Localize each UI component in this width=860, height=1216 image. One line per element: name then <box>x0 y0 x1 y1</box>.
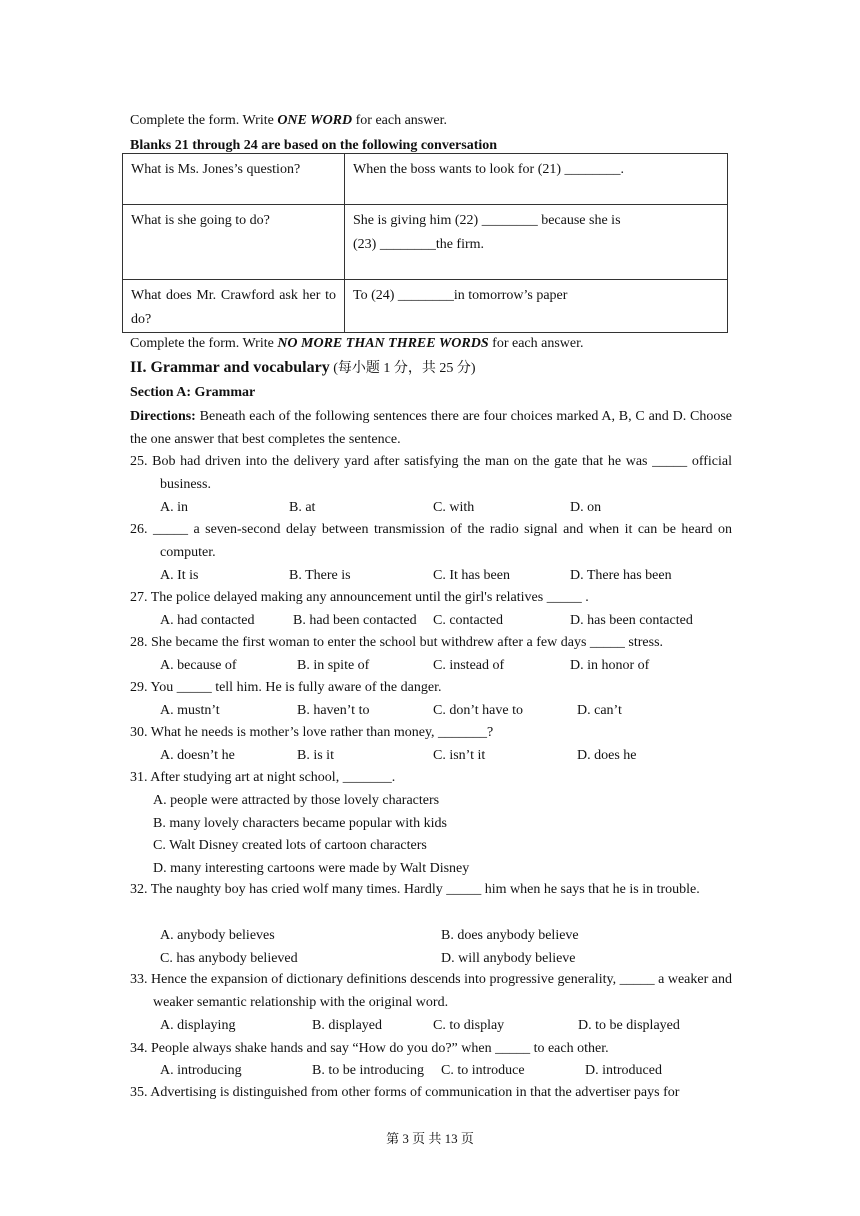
option: A. because of <box>160 658 237 673</box>
question-stem: 26. _____ a seven-second delay between transmission of the radio signal and when it can be heard on computer. <box>130 522 732 560</box>
option: C. instead of <box>433 658 505 673</box>
option: D. many interesting cartoons were made by Walt Disney <box>153 861 470 876</box>
option: A. people were attracted by those lovely characters <box>153 793 440 808</box>
question-stem: 30. What he needs is mother’s love rather than money, _______? <box>130 725 494 740</box>
section-score: (每小题 1 分，共 25 分) <box>329 361 476 376</box>
form-question-cell: What does Mr. Crawford ask her to do? <box>123 280 345 333</box>
option: D. There has been <box>570 568 672 583</box>
option: B. many lovely characters became popular with kids <box>153 816 447 831</box>
option: C. to display <box>433 1018 505 1033</box>
option: B. haven’t to <box>297 703 370 718</box>
instruction-text: Complete the form. Write <box>130 336 278 351</box>
option: D. will anybody believe <box>441 951 576 966</box>
option: B. There is <box>289 568 351 583</box>
option: C. with <box>433 500 475 515</box>
option: B. displayed <box>312 1018 382 1033</box>
directions-label: Directions: <box>130 409 196 424</box>
question-stem: 35. Advertising is distinguished from other forms of communication in that the advertiser pays for <box>130 1085 680 1100</box>
option: A. displaying <box>160 1018 236 1033</box>
form-answer-cell <box>345 154 728 205</box>
instruction-emphasis: ONE WORD <box>277 113 353 128</box>
option: D. on <box>570 500 602 515</box>
section-title: II. Grammar and vocabulary <box>130 359 330 376</box>
instruction-one-word <box>130 112 447 130</box>
option: D. in honor of <box>570 658 650 673</box>
option: C. has anybody believed <box>160 951 298 966</box>
directions-text: Beneath each of the following sentences there are four choices marked A, B, C and D. Choose the one answer that best completes the sentence. <box>130 409 732 447</box>
option: D. does he <box>577 748 637 763</box>
form-answer-text: To (24) ________in tomorrow’s paper <box>353 288 568 303</box>
question-stem: 29. You _____ tell him. He is fully aware of the danger. <box>130 680 442 695</box>
option: C. It has been <box>433 568 510 583</box>
question-stem: 27. The police delayed making any announcement until the girl's relatives _____ . <box>130 590 589 605</box>
instruction-text: Complete the form. Write <box>130 113 278 128</box>
option: C. don’t have to <box>433 703 523 718</box>
question-stem: 32. The naughty boy has cried wolf many times. Hardly _____ him when he says that he is in trouble. <box>130 882 700 897</box>
blanks-heading: Blanks 21 through 24 are based on the following conversation <box>130 138 498 153</box>
option: B. in spite of <box>297 658 370 673</box>
question-stem: 31. After studying art at night school, _______. <box>130 770 396 785</box>
option: A. It is <box>160 568 199 583</box>
option: B. is it <box>297 748 334 763</box>
question-stem: 28. She became the first woman to enter the school but withdrew after a few days _____ stress. <box>130 635 664 650</box>
option: D. can’t <box>577 703 622 718</box>
form-answer-text: When the boss wants to look for (21) ________. <box>353 162 625 177</box>
form-row <box>123 205 728 280</box>
option: A. introducing <box>160 1063 242 1078</box>
instruction-three-words <box>130 335 584 353</box>
instruction-text: for each answer. <box>352 113 447 128</box>
question-stem: 34. People always shake hands and say “How do you do?” when _____ to each other. <box>130 1041 609 1056</box>
question-stem: 25. Bob had driven into the delivery yard after satisfying the man on the gate that he was _____ official business. <box>130 454 732 492</box>
option: D. has been contacted <box>570 613 693 628</box>
option: C. to introduce <box>441 1063 525 1078</box>
form-answer-cell <box>345 205 728 280</box>
option: C. Walt Disney created lots of cartoon characters <box>153 838 427 853</box>
section-heading <box>130 358 476 379</box>
instruction-text: for each answer. <box>488 336 584 351</box>
option: B. to be introducing <box>312 1063 424 1078</box>
option: A. anybody believes <box>160 928 275 943</box>
form-row <box>123 280 728 333</box>
option: A. had contacted <box>160 613 255 628</box>
question-stem: 33. Hence the expansion of dictionary definitions descends into progressive generality, _____ a weaker and weaker semantic relationship with the original word. <box>130 972 732 1010</box>
option: B. does anybody believe <box>441 928 579 943</box>
option: C. isn’t it <box>433 748 486 763</box>
option: A. in <box>160 500 188 515</box>
option: B. had been contacted <box>293 613 417 628</box>
option: A. mustn’t <box>160 703 220 718</box>
page-footer: 第 3 页 共 13 页 <box>386 1131 474 1146</box>
option: D. introduced <box>585 1063 662 1078</box>
form-row <box>123 154 728 205</box>
form-answer-text: She is giving him (22) ________ because she is <box>353 213 621 228</box>
section-a-title: Section A: Grammar <box>130 385 256 400</box>
option: C. contacted <box>433 613 503 628</box>
form-question-cell: What is Ms. Jones’s question? <box>123 154 345 205</box>
option: D. to be displayed <box>578 1018 680 1033</box>
directions <box>130 406 732 451</box>
option: A. doesn’t he <box>160 748 235 763</box>
form-answer-text: (23) ________the firm. <box>353 237 485 252</box>
answer-form-table <box>122 153 728 333</box>
form-question-cell: What is she going to do? <box>123 205 345 280</box>
form-answer-cell <box>345 280 728 333</box>
instruction-emphasis: NO MORE THAN THREE WORDS <box>277 336 489 351</box>
option: B. at <box>289 500 316 515</box>
